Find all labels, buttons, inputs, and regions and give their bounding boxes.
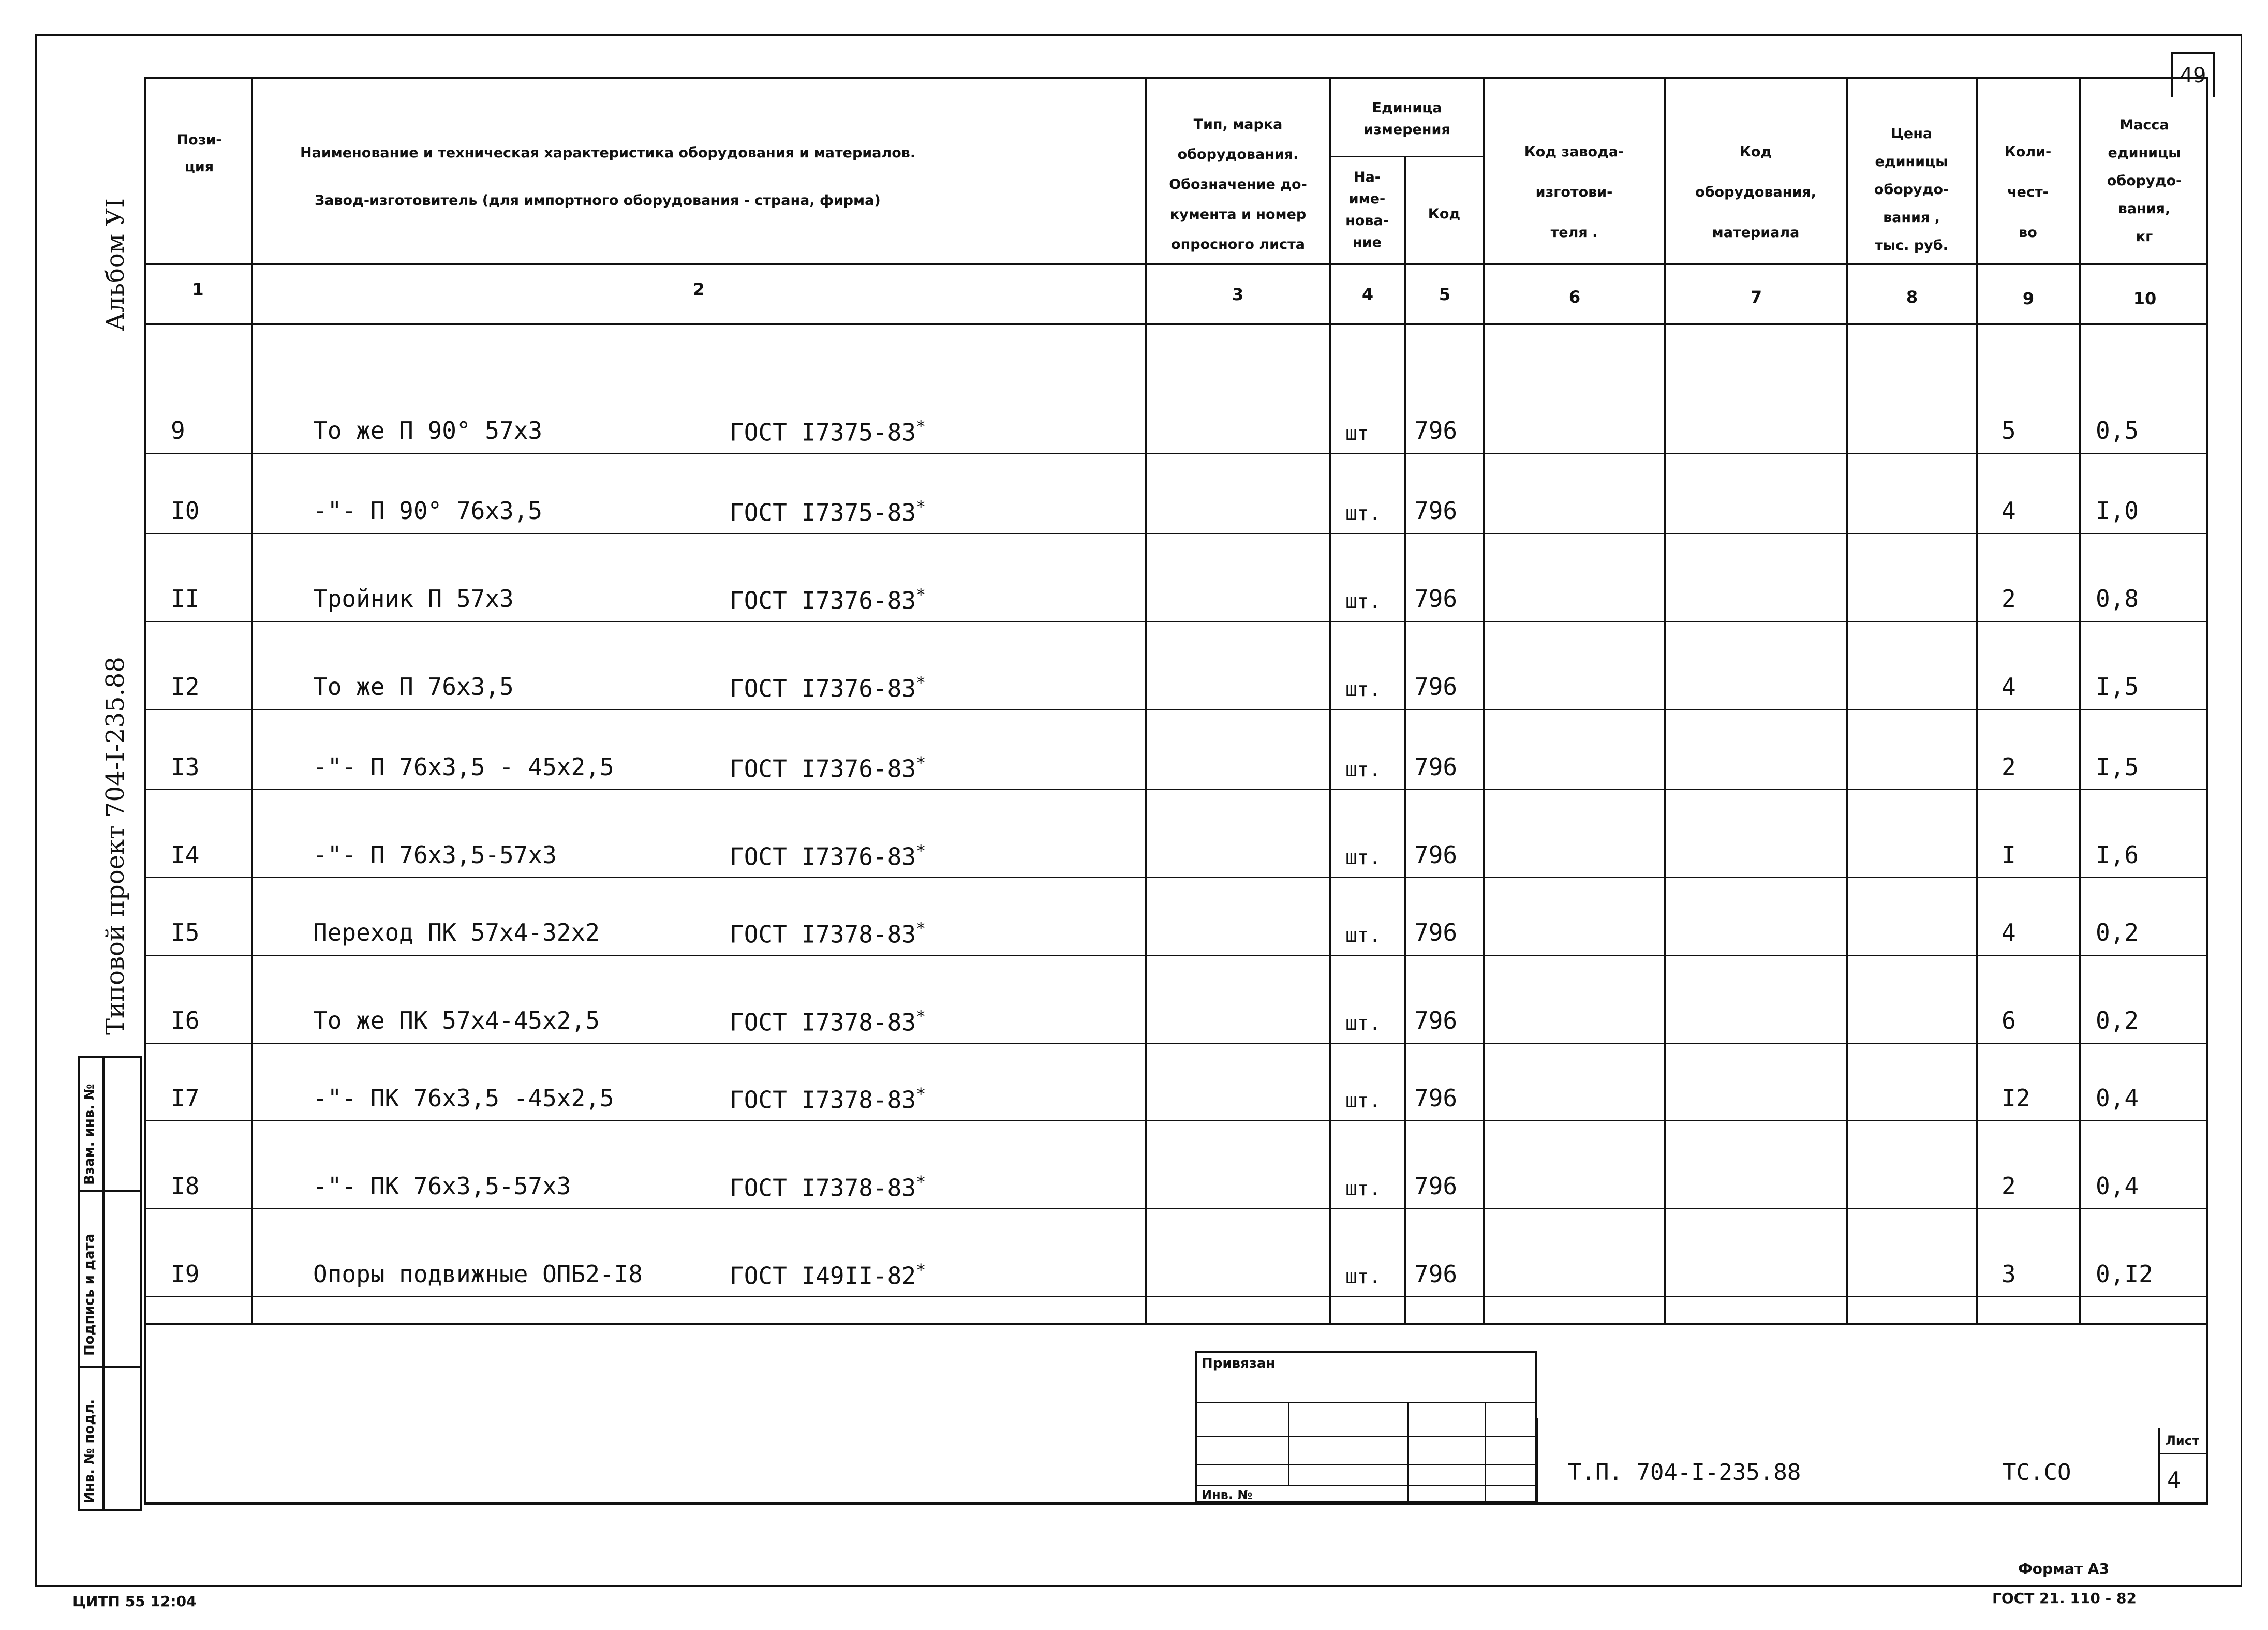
item-mass: I,5 — [2096, 753, 2139, 781]
colnum-7: 7 — [1750, 287, 1762, 307]
item-gost-text: ГОСТ I7375-83 — [730, 498, 916, 527]
item-position: I5 — [171, 918, 200, 946]
colnum-5: 5 — [1439, 285, 1451, 304]
row-rule — [144, 533, 2208, 534]
outer-frame-left — [35, 34, 37, 1587]
section-code: ТС.СО — [2003, 1459, 2071, 1486]
header-name: Наименование и техническая характеристика оборудования и материалов. Завод-изготовитель (для импортного оборудования - страна, фирма) — [300, 145, 916, 209]
item-name: То же ПК 57х4-45х2,5 — [313, 1006, 600, 1034]
item-quantity: 4 — [2002, 673, 2016, 701]
items-bottom-rule — [144, 1323, 2208, 1325]
item-gost — [730, 673, 926, 702]
item-gost — [730, 585, 926, 614]
header-rule — [144, 263, 2208, 265]
item-quantity: 5 — [2002, 417, 2016, 444]
col-line-5 — [1483, 77, 1485, 1324]
header-unit-code: Код — [1428, 206, 1461, 222]
privyazan-col-1 — [1288, 1402, 1289, 1485]
gost-revision-mark: * — [916, 497, 926, 516]
item-unit-code: 796 — [1414, 918, 1458, 946]
privyazan-col-3 — [1485, 1402, 1486, 1503]
item-mass: 0,4 — [2096, 1084, 2139, 1112]
item-gost — [730, 497, 926, 526]
gost-revision-mark: * — [916, 841, 926, 861]
col-line-8 — [1976, 77, 1978, 1324]
colnum-1: 1 — [192, 279, 204, 299]
item-name: Тройник П 57х3 — [313, 585, 514, 613]
item-position: I4 — [171, 841, 200, 869]
unit-subheader-rule — [1330, 156, 1484, 157]
item-gost-text: ГОСТ I7378-83 — [730, 1086, 916, 1114]
header-mass: Масса единицы оборудо- вания, кг — [2107, 117, 2182, 245]
item-gost — [730, 1172, 926, 1202]
item-unit: шт. — [1345, 1265, 1381, 1288]
outer-frame-top — [35, 34, 2242, 36]
sheet-label: Лист — [2166, 1433, 2199, 1448]
gost-revision-mark: * — [916, 753, 926, 773]
item-unit: шт. — [1345, 1012, 1381, 1034]
item-unit-code: 796 — [1414, 673, 1458, 701]
item-quantity: 2 — [2002, 1172, 2016, 1200]
item-unit: шт. — [1345, 502, 1381, 525]
item-position: I7 — [171, 1084, 200, 1112]
item-gost-text: ГОСТ I7378-83 — [730, 1174, 916, 1202]
stamp-original-inv: Инв. № подл. — [82, 1399, 97, 1503]
gost-revision-mark: * — [916, 1084, 926, 1104]
stamp-replaced-inv: Взам. инв. № — [82, 1084, 97, 1185]
project-label: Типовой проект 704-I-235.88 — [101, 657, 130, 1035]
item-name: То же П 76х3,5 — [313, 673, 514, 701]
row-rule — [144, 709, 2208, 710]
item-mass: I,0 — [2096, 497, 2139, 525]
footer-gost: ГОСТ 21. 110 - 82 — [1992, 1590, 2137, 1607]
item-gost-text: ГОСТ I49II-82 — [730, 1262, 916, 1290]
item-mass: I,6 — [2096, 841, 2139, 869]
row-rule — [144, 1208, 2208, 1209]
item-unit-code: 796 — [1414, 585, 1458, 613]
item-mass: 0,5 — [2096, 417, 2139, 444]
colnum-6: 6 — [1568, 287, 1581, 307]
item-gost — [730, 1084, 926, 1114]
item-name: То же П 90° 57х3 — [313, 417, 543, 444]
item-quantity: 4 — [2002, 918, 2016, 946]
stamp-signature-date: Подпись и дата — [82, 1233, 97, 1356]
item-quantity: I — [2002, 841, 2016, 869]
col-line-2 — [1145, 77, 1147, 1324]
row-rule — [144, 877, 2208, 878]
col-line-7 — [1846, 77, 1848, 1324]
item-unit: шт. — [1345, 758, 1381, 781]
header-unit: Единица измерения — [1363, 100, 1450, 138]
row-rule — [144, 789, 2208, 790]
item-mass: 0,I2 — [2096, 1260, 2153, 1288]
col-line-3 — [1329, 77, 1331, 1324]
item-mass: I,5 — [2096, 673, 2139, 701]
item-gost — [730, 753, 926, 782]
item-gost-text: ГОСТ I7376-83 — [730, 586, 916, 615]
row-rule — [144, 955, 2208, 956]
item-name: Переход ПК 57х4-32х2 — [313, 918, 600, 946]
item-gost — [730, 417, 926, 446]
header-position: Пози- ция — [176, 132, 222, 175]
item-position: II — [171, 585, 200, 613]
item-unit-code: 796 — [1414, 1260, 1458, 1288]
item-gost — [730, 1006, 926, 1036]
item-gost-text: ГОСТ I7378-83 — [730, 920, 916, 949]
header-factory-code: Код завода- изготови- теля . — [1524, 144, 1624, 241]
left-stamp-rule-1 — [78, 1190, 142, 1192]
outer-frame-right — [2241, 34, 2242, 1587]
document-code: Т.П. 704-I-235.88 — [1568, 1459, 1801, 1486]
item-name: -"- П 76х3,5 - 45х2,5 — [313, 753, 614, 781]
item-gost-text: ГОСТ I7378-83 — [730, 1008, 916, 1036]
item-unit: шт. — [1345, 846, 1381, 869]
col-line-4 — [1404, 156, 1406, 1324]
item-quantity: 3 — [2002, 1260, 2016, 1288]
row-rule — [144, 621, 2208, 622]
item-mass: 0,2 — [2096, 918, 2139, 946]
item-unit: шт. — [1345, 590, 1381, 613]
item-name: Опоры подвижные ОПБ2-I8 — [313, 1260, 643, 1288]
colnum-3: 3 — [1232, 285, 1244, 304]
gost-revision-mark: * — [916, 417, 926, 436]
item-name: -"- ПК 76х3,5 -45х2,5 — [313, 1084, 614, 1112]
gost-revision-mark: * — [916, 673, 926, 692]
col-line-6 — [1664, 77, 1666, 1324]
colnum-2: 2 — [693, 279, 705, 299]
sheet-box-rule — [2158, 1453, 2208, 1454]
item-mass: 0,4 — [2096, 1172, 2139, 1200]
item-unit: шт. — [1345, 1177, 1381, 1200]
gost-revision-mark: * — [916, 1006, 926, 1026]
outer-frame-bottom — [35, 1585, 2242, 1587]
colnum-4: 4 — [1361, 285, 1374, 304]
item-position: I9 — [171, 1260, 200, 1288]
item-unit-code: 796 — [1414, 753, 1458, 781]
album-label: Альбом УI — [101, 198, 130, 331]
item-unit-code: 796 — [1414, 1084, 1458, 1112]
header-unit-name: На- име- нова- ние — [1345, 169, 1389, 250]
item-unit: шт. — [1345, 924, 1381, 946]
left-stamp-divider — [102, 1056, 105, 1511]
colnum-10: 10 — [2133, 289, 2157, 308]
header-equipment-code: Код оборудования, материала — [1695, 144, 1816, 241]
item-position: 9 — [171, 417, 185, 444]
header-price: Цена единицы оборудо- вания , тыс. руб. — [1874, 126, 1949, 254]
column-number-rule — [144, 323, 2208, 325]
item-unit-code: 796 — [1414, 417, 1458, 444]
header-type: Тип, марка оборудования. Обозначение до- кумента и номер опросного листа — [1169, 116, 1307, 253]
gost-revision-mark: * — [916, 1260, 926, 1280]
colnum-9: 9 — [2022, 289, 2035, 308]
item-position: I0 — [171, 497, 200, 525]
privyazan-col-2 — [1407, 1402, 1409, 1503]
gost-revision-mark: * — [916, 918, 926, 938]
item-unit-code: 796 — [1414, 841, 1458, 869]
item-mass: 0,8 — [2096, 585, 2139, 613]
colnum-8: 8 — [1906, 287, 1918, 307]
item-gost-text: ГОСТ I7376-83 — [730, 842, 916, 871]
item-unit: шт — [1345, 422, 1369, 444]
item-unit-code: 796 — [1414, 1172, 1458, 1200]
row-rule — [144, 1120, 2208, 1121]
page-number: 49 — [2180, 64, 2206, 87]
header-quantity: Коли- чест- во — [2004, 144, 2052, 241]
item-unit-code: 796 — [1414, 1006, 1458, 1034]
title-block-left — [1536, 1418, 1538, 1503]
gost-revision-mark: * — [916, 1172, 926, 1192]
inv-number-label: Инв. № — [1202, 1488, 1253, 1502]
item-name: -"- П 76х3,5-57х3 — [313, 841, 557, 869]
item-name: -"- ПК 76х3,5-57х3 — [313, 1172, 571, 1200]
item-position: I6 — [171, 1006, 200, 1034]
col-line-9 — [2079, 77, 2081, 1324]
item-position: I2 — [171, 673, 200, 701]
item-unit: шт. — [1345, 1089, 1381, 1112]
row-rule — [144, 1296, 2208, 1297]
item-position: I8 — [171, 1172, 200, 1200]
item-quantity: 2 — [2002, 585, 2016, 613]
item-quantity: 6 — [2002, 1006, 2016, 1034]
item-mass: 0,2 — [2096, 1006, 2139, 1034]
item-unit: шт. — [1345, 678, 1381, 701]
left-stamp-rule-2 — [78, 1366, 142, 1368]
item-gost — [730, 918, 926, 948]
item-gost — [730, 1260, 926, 1290]
item-gost — [730, 841, 926, 870]
item-quantity: 4 — [2002, 497, 2016, 525]
footer-format: Формат А3 — [2018, 1560, 2109, 1577]
item-gost-text: ГОСТ I7375-83 — [730, 418, 916, 447]
gost-revision-mark: * — [916, 585, 926, 604]
item-name: -"- П 90° 76х3,5 — [313, 497, 543, 525]
item-quantity: I2 — [2002, 1084, 2030, 1112]
footer-left-code: ЦИТП 55 12:04 — [72, 1593, 197, 1610]
item-quantity: 2 — [2002, 753, 2016, 781]
col-line-1 — [251, 77, 253, 1324]
item-gost-text: ГОСТ I7376-83 — [730, 674, 916, 703]
item-position: I3 — [171, 753, 200, 781]
privyazan-label: Привязан — [1202, 1356, 1276, 1371]
row-rule — [144, 453, 2208, 454]
item-unit-code: 796 — [1414, 497, 1458, 525]
item-gost-text: ГОСТ I7376-83 — [730, 754, 916, 783]
row-rule — [144, 1043, 2208, 1044]
sheet-number: 4 — [2167, 1467, 2181, 1493]
